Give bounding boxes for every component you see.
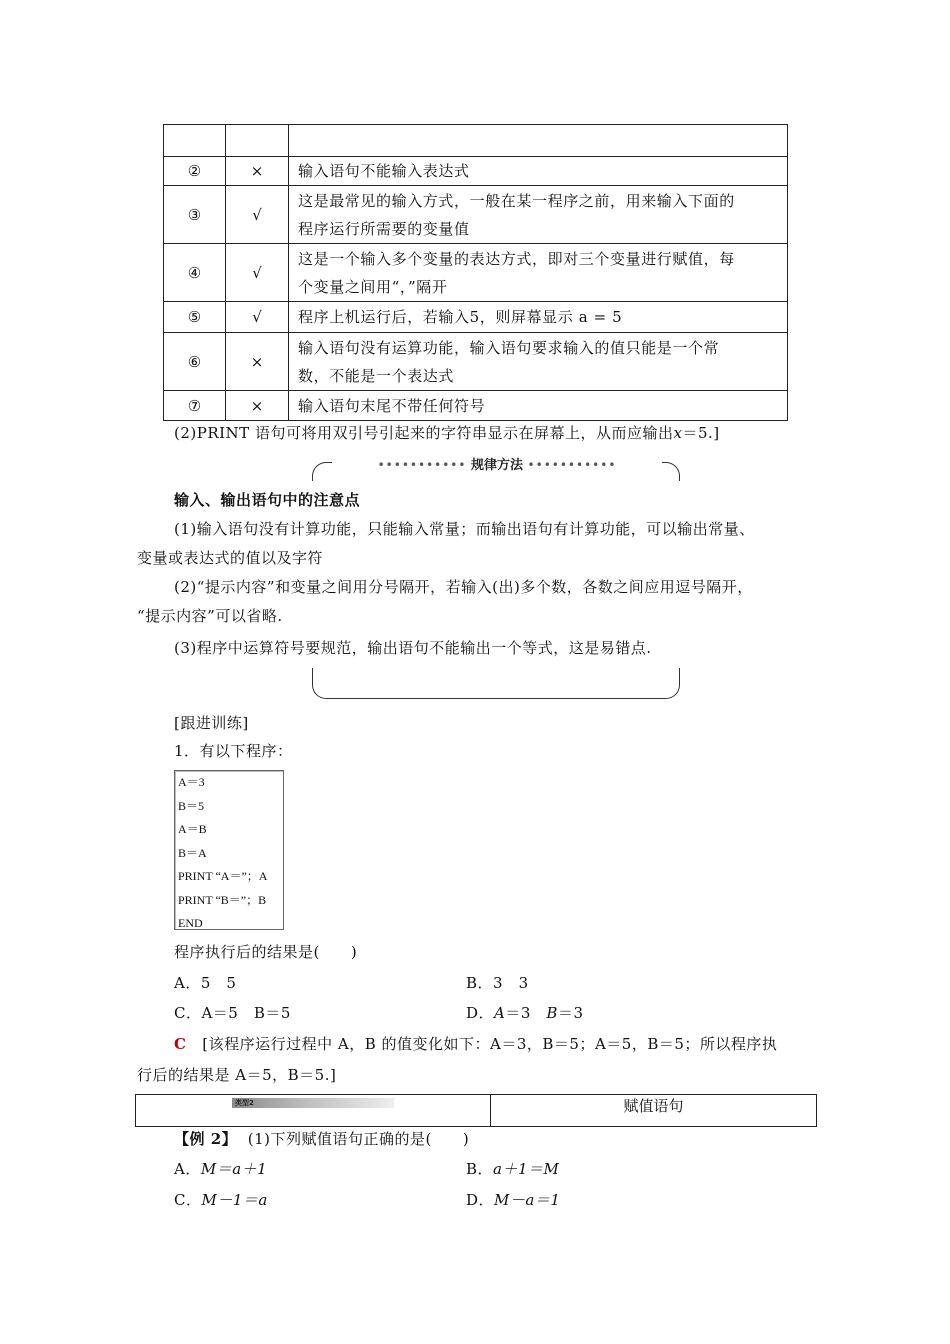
row-mark: × xyxy=(226,391,289,421)
example-option-c xyxy=(174,1189,268,1210)
table-row xyxy=(164,186,788,244)
method-title-text: 规律方法 xyxy=(470,458,523,473)
code-line: A＝3 xyxy=(178,775,205,789)
row-text: 程序上机运行后，若输入5，则屏幕显示 a = 5 xyxy=(289,302,788,333)
option-prefix: D． xyxy=(466,1191,495,1209)
table-row xyxy=(164,244,788,302)
code-line: END xyxy=(178,916,203,930)
example-question: (1)下列赋值语句正确的是( ) xyxy=(247,1130,470,1148)
row-mark: × xyxy=(226,157,289,186)
row-text-line: 数，不能是一个表达式 xyxy=(298,366,455,385)
method-box-bottom xyxy=(312,668,680,699)
example-2 xyxy=(174,1128,469,1149)
row-mark: √ xyxy=(226,302,289,333)
row-text: 输入语句末尾不带任何符号 xyxy=(289,391,788,421)
row-text xyxy=(289,125,788,157)
option-d-mid: ＝3 xyxy=(505,1004,547,1022)
row-num: ⑥ xyxy=(164,333,226,391)
row-text-line: 个变量之间用“，”隔开 xyxy=(298,277,448,296)
answer-letter: C xyxy=(174,1035,187,1053)
answer-2-text: (2)PRINT 语句可将用双引号引起来的字符串显示在屏幕上，从而应输出 xyxy=(174,424,674,442)
code-line: B＝5 xyxy=(178,798,205,813)
example-label: 【例 2】 xyxy=(174,1130,238,1148)
option-a: A．5 5 xyxy=(174,974,237,992)
explanation-text: [该程序运行过程中 A，B 的值变化如下：A＝3，B＝5；A＝5，B＝5；所以程序执 xyxy=(202,1035,778,1053)
option-d-end: ＝3 xyxy=(557,1004,584,1022)
option-b: B．3 3 xyxy=(466,974,529,992)
type-title: 赋值语句 xyxy=(623,1097,684,1115)
row-num: ④ xyxy=(164,244,226,302)
option-expr: M＝a＋1 xyxy=(200,1160,268,1178)
practice-prompt: 程序执行后的结果是( ) xyxy=(174,943,358,961)
row-text-line: 程序运行所需要的变量值 xyxy=(298,219,470,238)
option-prefix: B． xyxy=(466,1160,494,1178)
method-p1-line2: 变量或表达式的值以及字符 xyxy=(137,549,324,567)
option-prefix: A． xyxy=(174,1160,201,1178)
method-p2-line1: (2)“提示内容”和变量之间用分号隔开，若输入(出)多个数，各数之间应用逗号隔开， xyxy=(174,578,753,596)
method-heading: 输入、输出语句中的注意点 xyxy=(174,491,361,509)
row-num: ② xyxy=(164,157,226,186)
table-row xyxy=(164,302,788,333)
answer-table xyxy=(163,124,788,421)
practice-question: 1．有以下程序： xyxy=(174,742,293,760)
option-d-var1: A xyxy=(494,1004,506,1022)
row-text: 输入语句不能输入表达式 xyxy=(289,157,788,186)
example-option-d xyxy=(466,1189,560,1210)
row-num xyxy=(164,125,226,157)
example-option-a xyxy=(174,1158,267,1179)
type-badge: 类型2 xyxy=(232,1098,394,1108)
answer-2-end: ＝5.] xyxy=(682,424,720,442)
method-p3: (3)程序中运算符号要规范，输出语句不能输出一个等式，这是易错点. xyxy=(174,639,652,657)
option-expr: a＋1＝M xyxy=(493,1160,560,1178)
code-box xyxy=(174,770,284,930)
row-text xyxy=(289,333,788,391)
table-row xyxy=(164,157,788,186)
code-line: A＝B xyxy=(178,822,207,836)
answer-2 xyxy=(174,422,720,443)
option-d-prefix: D． xyxy=(466,1004,495,1022)
dots-decoration-right: ••••••••••• xyxy=(527,458,617,472)
method-p2-line2: “提示内容”可以省略. xyxy=(137,607,283,625)
example-option-b xyxy=(466,1158,559,1179)
row-text xyxy=(289,244,788,302)
method-p1-line1: (1)输入语句没有计算功能，只能输入常量；而输出语句有计算功能，可以输出常量、 xyxy=(174,520,755,538)
type-header-left xyxy=(136,1095,491,1126)
dots-decoration-left: ••••••••••• xyxy=(377,458,467,472)
answer-explanation-line2: 行后的结果是 A＝5，B＝5.] xyxy=(137,1066,337,1084)
code-line: B＝A xyxy=(178,845,207,860)
answer-2-var: x xyxy=(673,424,683,442)
row-text-line: 输入语句没有运算功能，输入语句要求输入的值只能是一个常 xyxy=(298,338,720,357)
code-line: PRINT “A＝”；A xyxy=(178,869,268,883)
option-d xyxy=(466,1002,584,1023)
row-num: ⑦ xyxy=(164,391,226,421)
row-mark: × xyxy=(226,333,289,391)
code-line: PRINT “B＝”；B xyxy=(178,892,267,907)
row-text xyxy=(289,186,788,244)
row-mark: √ xyxy=(226,186,289,244)
table-row xyxy=(164,391,788,421)
answer-explanation-line1 xyxy=(174,1033,777,1054)
row-num: ⑤ xyxy=(164,302,226,333)
option-d-var2: B xyxy=(546,1004,558,1022)
option-prefix: C． xyxy=(174,1191,202,1209)
option-expr: M－1＝a xyxy=(201,1191,268,1209)
row-mark xyxy=(226,125,289,157)
row-mark: √ xyxy=(226,244,289,302)
row-text-line: 这是最常见的输入方式，一般在某一程序之前，用来输入下面的 xyxy=(298,191,735,210)
option-expr: M－a＝1 xyxy=(494,1191,561,1209)
row-text-line: 这是一个输入多个变量的表达方式，即对三个变量进行赋值，每 xyxy=(298,249,735,268)
type-header xyxy=(135,1094,817,1127)
option-c: C．A＝5 B＝5 xyxy=(174,1004,291,1022)
row-num: ③ xyxy=(164,186,226,244)
practice-label: [跟进训练] xyxy=(174,714,249,732)
table-row xyxy=(164,125,788,157)
table-row xyxy=(164,333,788,391)
method-title xyxy=(332,455,662,475)
